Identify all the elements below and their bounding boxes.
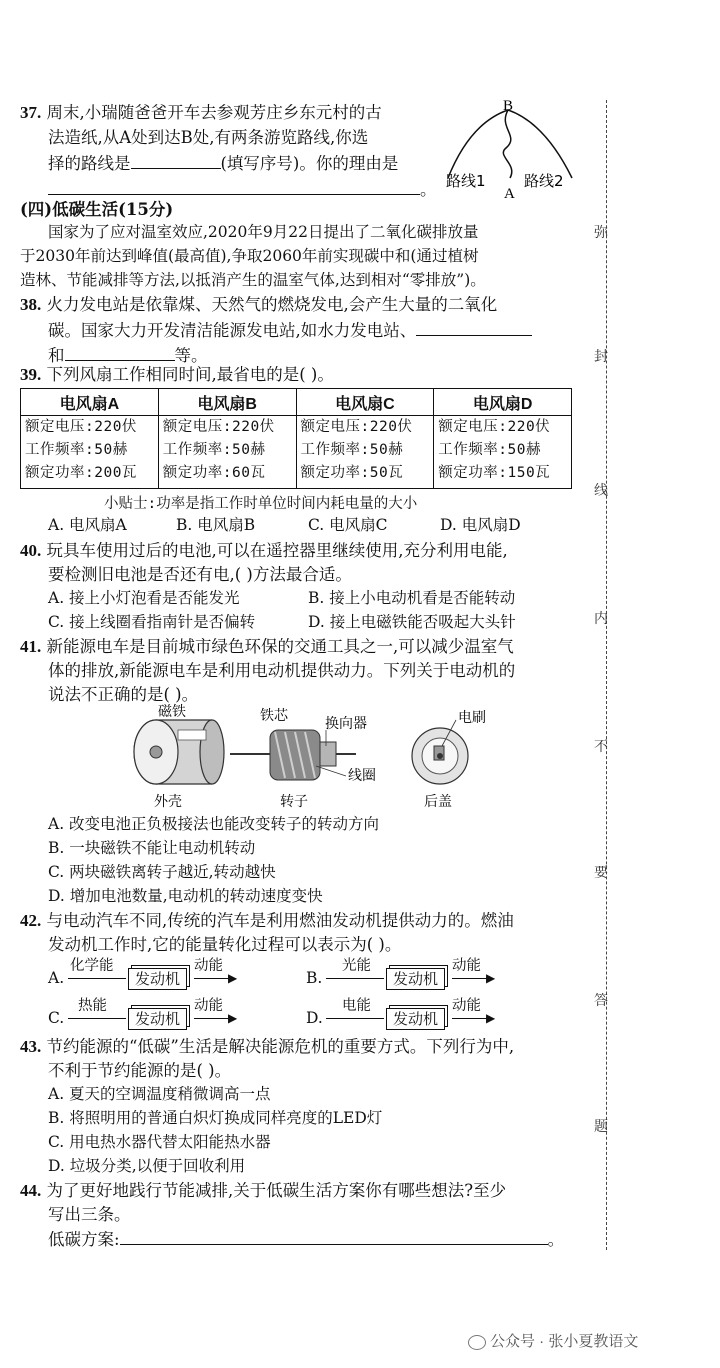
answer-blank[interactable] (120, 1226, 548, 1245)
question-text: 节约能源的“低碳”生活是解决能源危机的重要方式。下列行为中, (46, 1037, 515, 1056)
option-b[interactable] (306, 956, 556, 996)
question-number: 41. (20, 637, 42, 656)
point-b-label: B (503, 98, 514, 114)
option-c[interactable]: C. 用电热水器代替太阳能热水器 (48, 1133, 271, 1151)
spec-power: 额定功率:200瓦 (25, 465, 137, 481)
magnet-label: 磁铁 (158, 704, 186, 720)
watermark-text: 公众号 · 张小夏教语文 (490, 1333, 639, 1350)
option-d[interactable] (306, 996, 556, 1036)
spec-frequency: 工作频率:50赫 (300, 442, 404, 458)
option-letter: C. (48, 1009, 65, 1027)
commutator-label: 换向器 (325, 716, 367, 732)
margin-char: 内 (594, 611, 608, 627)
engine-box: 发动机 (128, 968, 187, 990)
answer-label: 低碳方案: (48, 1230, 120, 1249)
table-header: 电风扇D (434, 389, 572, 416)
table-header: 电风扇C (296, 389, 434, 416)
spec-power: 额定功率:50瓦 (300, 465, 404, 481)
question-41 (20, 634, 514, 659)
question-number: 40. (20, 541, 42, 560)
input-energy-label: 化学能 (70, 958, 114, 974)
margin-char: 线 (594, 483, 608, 499)
option-b[interactable]: B. 电风扇B (176, 516, 256, 534)
option-b[interactable]: B. 将照明用的普通白炽灯换成同样亮度的LED灯 (48, 1109, 383, 1127)
arrow-head-icon: ▶ (486, 971, 496, 985)
coil-label: 线圈 (348, 768, 376, 784)
margin-char: 不 (594, 739, 608, 755)
route-2-label: 路线2 (524, 172, 564, 190)
option-d[interactable]: D. 垃圾分类,以便于回收利用 (48, 1157, 246, 1175)
option-a[interactable] (48, 956, 298, 996)
spec-voltage: 额定电压:220伏 (300, 419, 413, 435)
engine-box: 发动机 (128, 1008, 187, 1030)
table-cell (296, 416, 434, 489)
question-text: 和 (48, 346, 65, 365)
option-a[interactable]: A. 夏天的空调温度稍微调高一点 (48, 1085, 271, 1103)
arrow-head-icon: ▶ (228, 971, 238, 985)
question-text: 为了更好地践行节能减排,关于低碳生活方案你有哪些想法?至少 (46, 1181, 507, 1200)
wechat-icon (468, 1335, 486, 1350)
margin-char: 要 (594, 865, 608, 881)
question-38 (20, 292, 497, 317)
question-number: 38. (20, 295, 42, 314)
period: 。 (420, 180, 437, 199)
cover-label: 后盖 (424, 794, 452, 810)
margin-char: 答 (594, 993, 608, 1009)
question-number: 44. (20, 1181, 42, 1200)
core-label: 铁芯 (260, 708, 288, 724)
answer-blank[interactable] (131, 150, 221, 169)
output-energy-label: 动能 (452, 958, 481, 974)
route-1-label: 路线1 (446, 172, 486, 190)
option-c[interactable] (48, 996, 298, 1036)
question-text: 择的路线是 (48, 154, 131, 173)
spec-frequency: 工作频率:50赫 (162, 442, 266, 458)
question-number: 39. (20, 365, 42, 384)
option-c[interactable]: C. 两块磁铁离转子越近,转动越快 (48, 863, 276, 881)
option-d[interactable]: D. 电风扇D (440, 516, 521, 534)
option-b[interactable]: B. 一块磁铁不能让电动机转动 (48, 839, 256, 857)
spec-frequency: 工作频率:50赫 (25, 442, 128, 458)
question-number: 42. (20, 911, 42, 930)
engine-box: 发动机 (386, 1008, 445, 1030)
question-42 (20, 908, 514, 933)
arrow-head-icon: ▶ (228, 1011, 238, 1025)
output-energy-label: 动能 (452, 998, 481, 1014)
option-a[interactable]: A. 改变电池正负极接法也能改变转子的转动方向 (48, 815, 380, 833)
shell-illustration (134, 720, 224, 784)
answer-blank[interactable] (48, 176, 420, 195)
option-letter: D. (306, 1009, 323, 1027)
output-energy-label: 动能 (194, 958, 223, 974)
question-44 (20, 1178, 506, 1203)
question-text: 周末,小瑞随爸爸开车去参观芳庄乡东元村的古 (46, 103, 382, 122)
question-41-line2: 体的排放,新能源电车是利用电动机提供动力。下列关于电动机的 (48, 661, 516, 680)
question-text: 玩具车使用过后的电池,可以在遥控器里继续使用,充分利用电能, (46, 541, 508, 560)
intro-line-1: 国家为了应对温室效应,2020年9月22日提出了二氧化碳排放量 (48, 223, 479, 241)
spec-voltage: 额定电压:220伏 (162, 419, 275, 435)
spec-voltage: 额定电压:220伏 (438, 419, 551, 435)
route-1-path (503, 110, 511, 178)
question-41-line3: 说法不正确的是( )。 (48, 685, 199, 704)
input-energy-label: 电能 (342, 998, 371, 1014)
question-37 (20, 100, 382, 125)
question-42-line2: 发动机工作时,它的能量转化过程可以表示为( )。 (48, 935, 402, 954)
rotor-label: 转子 (280, 794, 308, 810)
question-number: 37. (20, 103, 42, 122)
option-letter: B. (306, 969, 323, 987)
motor-parts-diagram (120, 700, 520, 810)
answer-blank[interactable] (65, 342, 175, 361)
cover-illustration (412, 728, 468, 784)
tip-text: 小贴士:功率是指工作时单位时间内耗电量的大小 (104, 496, 418, 512)
option-c[interactable]: C. 接上线圈看指南针是否偏转 (48, 613, 256, 631)
question-text: 新能源电车是目前城市绿色环保的交通工具之一,可以减少温室气 (46, 637, 514, 656)
answer-blank[interactable] (416, 317, 532, 336)
question-39 (20, 362, 334, 387)
fan-spec-table (20, 388, 572, 489)
margin-char: 弥 (594, 225, 608, 241)
point-a-label: A (504, 186, 515, 202)
watermark (468, 1330, 638, 1351)
question-text: 下列风扇工作相同时间,最省电的是( )。 (46, 365, 334, 384)
option-letter: A. (48, 969, 65, 987)
option-a[interactable]: A. 接上小灯泡看是否能发光 (48, 589, 240, 607)
intro-line-2: 于2030年前达到峰值(最高值),争取2060年前实现碳中和(通过植树 (20, 247, 479, 265)
table-row (21, 416, 572, 489)
route-diagram (440, 98, 590, 203)
period: 。 (547, 1230, 565, 1249)
question-40-line2: 要检测旧电池是否还有电,( )方法最合适。 (48, 565, 352, 584)
shell-label: 外壳 (154, 794, 182, 810)
option-b[interactable]: B. 接上小电动机看是否能转动 (308, 589, 516, 607)
spec-power: 额定功率:60瓦 (162, 465, 266, 481)
spec-power: 额定功率:150瓦 (438, 465, 551, 481)
question-text: 与电动汽车不同,传统的汽车是利用燃油发动机提供动力的。燃油 (46, 911, 514, 930)
spec-frequency: 工作频率:50赫 (438, 442, 541, 458)
input-energy-label: 热能 (78, 998, 107, 1014)
table-cell (158, 416, 296, 489)
question-38-line2 (48, 317, 532, 343)
option-c[interactable]: C. 电风扇C (308, 516, 388, 534)
intro-line-3: 造林、节能减排等方法,以抵消产生的温室气体,达到相对“零排放”)。 (20, 271, 486, 289)
engine-box: 发动机 (386, 968, 445, 990)
option-d[interactable]: D. 接上电磁铁能否吸起大头针 (308, 613, 516, 631)
question-text: 碳。国家大力开发清洁能源发电站,如水力发电站、 (48, 321, 417, 340)
margin-char: 封 (594, 349, 608, 365)
question-40 (20, 538, 508, 563)
section-title: (四)低碳生活(15分) (20, 200, 174, 219)
brush-label: 电刷 (458, 710, 486, 726)
table-header: 电风扇B (158, 389, 296, 416)
question-44-answer (48, 1226, 564, 1252)
option-a[interactable]: A. 电风扇A (48, 516, 127, 534)
rotor-illustration (230, 730, 356, 780)
question-44-line2: 写出三条。 (48, 1205, 131, 1224)
question-43-line2: 不利于节约能源的是( )。 (48, 1061, 232, 1080)
question-37-line2: 法造纸,从A处到达B处,有两条游览路线,你选 (48, 128, 369, 147)
option-d[interactable]: D. 增加电池数量,电动机的转动速度变快 (48, 887, 323, 905)
binding-line (606, 100, 607, 1250)
question-text: 火力发电站是依靠煤、天然气的燃烧发电,会产生大量的二氧化 (46, 295, 498, 314)
arrow-head-icon: ▶ (486, 1011, 496, 1025)
table-header: 电风扇A (21, 389, 159, 416)
question-number: 43. (20, 1037, 42, 1056)
question-37-line3 (48, 150, 398, 176)
spec-voltage: 额定电压:220伏 (25, 419, 137, 435)
output-energy-label: 动能 (194, 998, 223, 1014)
table-cell (21, 416, 159, 489)
question-text: 等。 (174, 346, 208, 365)
input-energy-label: 光能 (342, 958, 371, 974)
margin-char: 题 (594, 1119, 608, 1135)
question-43 (20, 1034, 514, 1059)
table-cell (434, 416, 572, 489)
question-text: (填写序号)。你的理由是 (220, 154, 399, 173)
table-header-row (21, 389, 572, 416)
